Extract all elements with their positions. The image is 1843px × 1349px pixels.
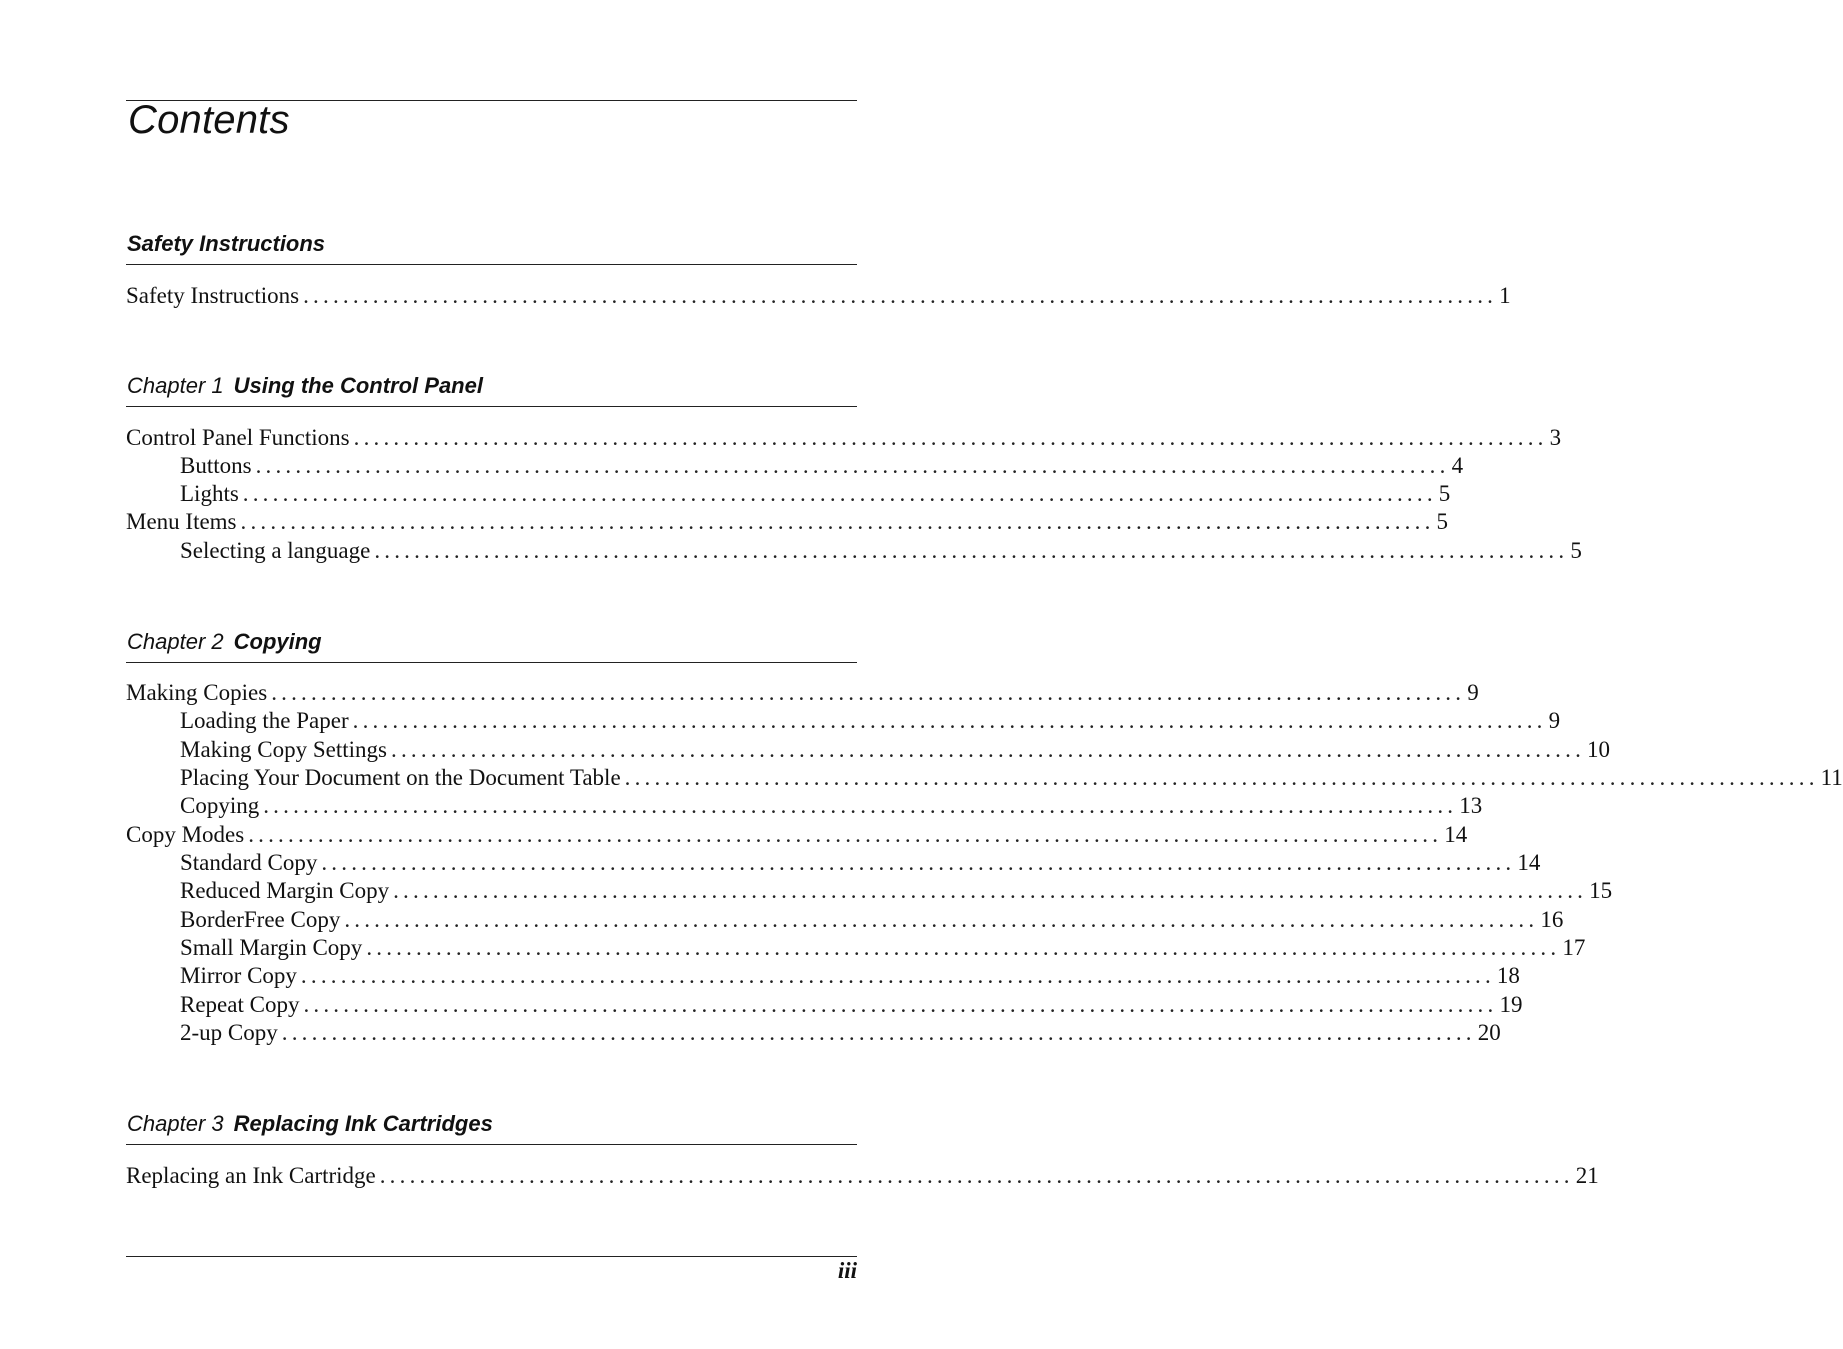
toc-page-number: 5	[1436, 509, 1449, 534]
page-folio: iii	[837, 1258, 857, 1283]
toc-entry-text: Loading the Paper	[180, 708, 349, 733]
toc-page-number: 17	[1562, 935, 1586, 960]
toc-entry-text: Placing Your Document on the Document Table	[180, 765, 621, 790]
section-rule	[126, 662, 857, 663]
toc-page-number: 4	[1451, 453, 1464, 478]
dot-leader: ........................................................................................................................	[344, 907, 1539, 932]
section-rule	[126, 264, 857, 265]
toc-entry[interactable]	[0, 962, 1520, 990]
dot-leader: ........................................................................................................................	[303, 283, 1498, 308]
dot-leader: ........................................................................................................................	[303, 992, 1498, 1017]
dot-leader: ........................................................................................................................	[263, 793, 1458, 818]
toc-entry[interactable]	[0, 934, 1586, 962]
chapter-name: Using the Control Panel	[233, 373, 483, 398]
toc-entry[interactable]	[0, 480, 1451, 508]
toc-entry-text: Selecting a language	[180, 538, 371, 563]
toc-entry-text: 2-up Copy	[180, 1020, 278, 1045]
toc-entry-text: Menu Items	[126, 509, 237, 534]
toc-page-number: 3	[1549, 425, 1562, 450]
toc-entry-text: Replacing an Ink Cartridge	[126, 1163, 376, 1188]
dot-leader: ........................................................................................................................	[321, 850, 1516, 875]
section-name: Safety Instructions	[127, 231, 326, 256]
toc-entry[interactable]	[0, 537, 1582, 565]
chapter-heading-3	[127, 1111, 493, 1137]
dot-leader: ........................................................................................................................	[281, 1020, 1476, 1045]
toc-entry[interactable]	[0, 424, 1562, 452]
chapter-label: Chapter 2	[127, 629, 224, 654]
toc-page-number: 21	[1575, 1163, 1599, 1188]
chapter-heading-2	[127, 629, 322, 655]
dot-leader: ........................................................................................................................	[352, 708, 1547, 733]
toc-page-number: 9	[1548, 708, 1561, 733]
toc-entry[interactable]	[0, 792, 1483, 820]
toc-entry[interactable]	[0, 764, 1843, 792]
chapter-label: Chapter 1	[127, 373, 224, 398]
toc-entry[interactable]	[0, 282, 1511, 310]
toc-entry-text: Standard Copy	[180, 850, 318, 875]
dot-leader: ........................................................................................................................	[366, 935, 1561, 960]
toc-entry[interactable]	[0, 821, 1468, 849]
section-rule	[126, 1144, 857, 1145]
toc-entry-text: Reduced Margin Copy	[180, 878, 390, 903]
toc-page-number: 18	[1496, 963, 1520, 988]
toc-entry[interactable]	[0, 877, 1613, 905]
toc-entry-text: Small Margin Copy	[180, 935, 363, 960]
dot-leader: ........................................................................................................................	[242, 481, 1437, 506]
toc-page-number: 9	[1467, 680, 1479, 705]
page-title: Contents	[128, 98, 290, 142]
toc-entry-text: Buttons	[180, 453, 252, 478]
toc-entry-text: Safety Instructions	[126, 283, 300, 308]
toc-entry-text: Copying	[180, 793, 260, 818]
toc-page-number: 14	[1444, 822, 1468, 847]
dot-leader: ........................................................................................................................	[271, 680, 1466, 705]
dot-leader: ........................................................................................................................	[379, 1163, 1574, 1188]
toc-entry[interactable]	[0, 508, 1449, 536]
toc-page-number: 11	[1820, 765, 1843, 790]
toc-entry[interactable]	[0, 1019, 1501, 1047]
dot-leader: ........................................................................................................................	[240, 509, 1435, 534]
toc-entry-text: Making Copy Settings	[180, 737, 388, 762]
toc-entry[interactable]	[0, 707, 1561, 735]
footer-rule	[126, 1256, 857, 1257]
toc-entry[interactable]	[0, 679, 1479, 707]
dot-leader: ........................................................................................................................	[393, 878, 1588, 903]
toc-entry[interactable]	[0, 736, 1611, 764]
section-rule	[126, 406, 857, 407]
toc-page-number: 15	[1589, 878, 1613, 903]
section-heading-safety	[127, 231, 325, 257]
toc-page-number: 14	[1517, 850, 1541, 875]
toc-entry-text: Repeat Copy	[180, 992, 300, 1017]
dot-leader: ........................................................................................................................	[391, 737, 1586, 762]
toc-entry-text: Making Copies	[126, 680, 268, 705]
toc-entry[interactable]	[0, 849, 1541, 877]
dot-leader: ........................................................................................................................	[255, 453, 1450, 478]
toc-page-number: 13	[1459, 793, 1483, 818]
toc-page-number: 1	[1499, 283, 1511, 308]
dot-leader: ........................................................................................................................	[353, 425, 1548, 450]
dot-leader: ........................................................................................................................	[300, 963, 1495, 988]
toc-entry[interactable]	[0, 991, 1523, 1019]
chapter-label: Chapter 3	[127, 1111, 224, 1136]
toc-page-number: 20	[1477, 1020, 1501, 1045]
toc-entry[interactable]	[0, 906, 1564, 934]
dot-leader: ........................................................................................................................	[248, 822, 1443, 847]
toc-entry-text: Mirror Copy	[180, 963, 297, 988]
toc-entry-text: Copy Modes	[126, 822, 245, 847]
toc-entry-text: BorderFree Copy	[180, 907, 341, 932]
toc-page-number: 10	[1587, 737, 1611, 762]
chapter-heading-1	[127, 373, 483, 399]
toc-page-number: 16	[1540, 907, 1564, 932]
toc-entry[interactable]	[0, 1162, 1599, 1190]
toc-page-number: 19	[1499, 992, 1523, 1017]
toc-entry[interactable]	[0, 452, 1464, 480]
toc-page-number: 5	[1438, 481, 1451, 506]
chapter-name: Replacing Ink Cartridges	[233, 1111, 493, 1136]
toc-page-number: 5	[1570, 538, 1582, 563]
chapter-name: Copying	[233, 629, 322, 654]
toc-entry-text: Lights	[180, 481, 239, 506]
dot-leader: ........................................................................................................................	[374, 538, 1569, 563]
dot-leader: ........................................................................................................................	[624, 765, 1819, 790]
toc-entry-text: Control Panel Functions	[126, 425, 350, 450]
